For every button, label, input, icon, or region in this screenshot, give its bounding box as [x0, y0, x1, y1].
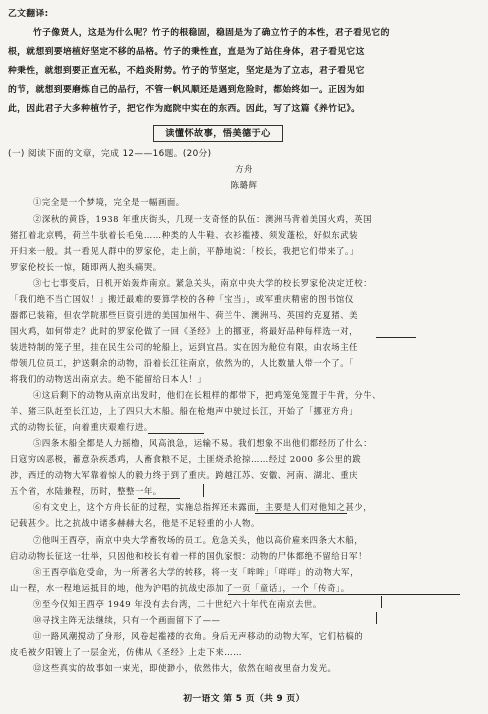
translation-line: 竹子像贤人，这是为什么呢？竹子的根稳固，稳固是为了确立竹子的本性，君子看见它的 — [33, 28, 390, 38]
translation-line: 此，因此君子大多种植竹子，把它作为庭院中实在的东西。因此，写了这篇《养竹记》。 — [8, 104, 361, 114]
article-line: ⑥有文史上，这个方舟长征的过程，实施总指挥还未露面，主要是人们对他知之甚少， — [33, 502, 373, 512]
article-line: 将我们的动物送出南京去。绝不能留给日本人！」 — [10, 374, 207, 384]
article-line: 猪扛着北京鸭，荷兰牛驮着长毛兔……种类的人牛鞋、衣衫褴褛、须发蓬松，好似东武装 — [10, 230, 359, 240]
article-line: ①完全是一个梦境，完全是一幅画面。 — [33, 197, 185, 207]
article-line: 「我们绝不当亡国奴！」搬迁最难的要算学校的各种「宝当」，或军重庆精密的图书馆仪 — [10, 294, 354, 304]
article-line: ②深秋的黄昏，1938 年重庆街头，几现一支奇怪的队伍：澳洲马背着美国火鸡，英国 — [33, 214, 373, 224]
translation-line: 的节，就想到要磨炼自己的品行，不管一帆风顺还是遇到危险时，都始终如一。正因为如 — [8, 85, 365, 95]
translation-line: 根，就想到要培植好坚定不移的品格。竹子的秉性直，直是为了站住身体，君子看见它这 — [8, 47, 365, 57]
pen-mark — [203, 484, 204, 497]
article-author: 陈璐辉 — [230, 180, 258, 190]
article-line: ⑨至今仅知王酉亭 1949 年没有去台湾，二十世纪六十年代在南京去世。 — [33, 599, 322, 609]
article-line: ⑦他叫王酉亭，南京中央大学畜牧场的员工。危急关头，他以高价雇来四条大木船， — [33, 535, 364, 545]
article-line: 器都已装箱，但农学院那些巨资引进的美国加州牛、荷兰牛、澳洲马、英国约克夏猪、美 — [10, 310, 359, 320]
article-title: 方舟 — [235, 164, 253, 174]
article-line: 记载甚少。比之抗战中诸多赫赫大名，他是不足轻重的小人物。 — [10, 518, 260, 528]
question-prompt: (一) 阅读下面的文章，完成 12——16题。(20分) — [8, 149, 212, 159]
translation-line: 种秉性，就想到要正直无私，不趋炎附势。竹子的节坚定，坚定是为了立志，君子看见它 — [8, 66, 365, 76]
article-line: ③七七事变后，日机开始轰炸南京。紧急关头，南京中央大学的校长罗家伦决定迁校： — [33, 278, 373, 288]
article-line: ⑤四条木船全都是人力摇橹，风高浪急，运输不易。我们想象不出他们都经历了什么： — [33, 438, 373, 448]
pen-mark — [376, 612, 377, 624]
article-line: ⑪一路风潮搅动了身形，风卷起褴褛的衣角。身后无声移动的动物大军，它们枯槁的 — [33, 631, 364, 641]
article-line: ④这后剩下的动物从南京出发时，他们在长粗样的都带下，把鸡笼兔笼置于牛背，分牛、 — [33, 390, 382, 400]
pen-underline — [148, 432, 204, 434]
article-line: 日寇穷凶恶极，蓄意杂疾悉鸡，人畜食粮不足，土匪烧杀抢掠……经过 2000 多公里的跋 — [10, 454, 362, 464]
article-line: 羊、猪三队赶至长江边，上了四只大木船。船在枪炮声中驶过长江，开始了「挪亚方舟」 — [10, 406, 359, 416]
article-line: 开归来一般。其一看见人群中的罗家伦，走上前，平静地说：「校长，我把它们带来了。」 — [10, 246, 359, 256]
article-line: 带领几位员工，护送剩余的动物，沿着长江往南京，依然为的，人比数量人带一个了。「 — [10, 358, 354, 368]
article-line: ⑩寻找主阵无法继续，只有一个画面留下了—— — [33, 615, 221, 625]
translation-title: 乙文翻译: — [8, 9, 49, 19]
article-line: 皮毛被夕阳镀上了一层金光，仿佛从《圣经》上走下来…… — [10, 647, 243, 657]
pen-underline — [255, 512, 347, 514]
pen-underline — [228, 593, 460, 595]
pen-mark — [381, 596, 382, 608]
article-line: ⑧王酉亭临危受命，为一所著名大学的转移，将一支「哞哞」「咩咩」的动物大军， — [33, 567, 360, 577]
article-line: 山一程，水一程地运抵目的地，他为沪唱的抗战史添加了一页「童话」，一个「传奇」。 — [10, 583, 350, 593]
article-line: ⑫这些真实的故事如一束光，即使渺小，依然伟大，依然在暗夜里奋力发光。 — [33, 663, 337, 673]
article-line: 涉，西迁的动物大军靠着惊人的毅力终于到了重庆。跨越江苏、安徽、河南、湖北、重庆 — [10, 470, 359, 480]
pen-underline — [138, 497, 180, 499]
article-line: 罗家伦校长一惊，随即两人抱头痛哭。 — [10, 262, 162, 272]
article-line: 启动动物长征这一壮举，只因他和校长有着一样的国仇家恨：动物的尸体都绝不留给日军！ — [10, 551, 367, 561]
pen-underline — [376, 336, 416, 338]
section-banner: 读懂怀故事，悟美德于心 — [153, 125, 283, 142]
article-line: 装进特制的笼子里，挂在民生公司的轮船上，运到宜昌。实在因为舱位有限，由农场主任 — [10, 342, 359, 352]
page-footer: 初一语文 第 5 页（共 9 页） — [183, 694, 305, 704]
article-line: 国火鸡，如何带走？此时的罗家伦做了一回《圣经》上的挪亚，将最好品种每样选一对， — [10, 326, 359, 336]
article-line: 五个省，水陆兼程，历时，整整一年。 — [10, 486, 162, 496]
article-line: 式的动物长征，向着重庆艰难行进。 — [10, 422, 153, 432]
